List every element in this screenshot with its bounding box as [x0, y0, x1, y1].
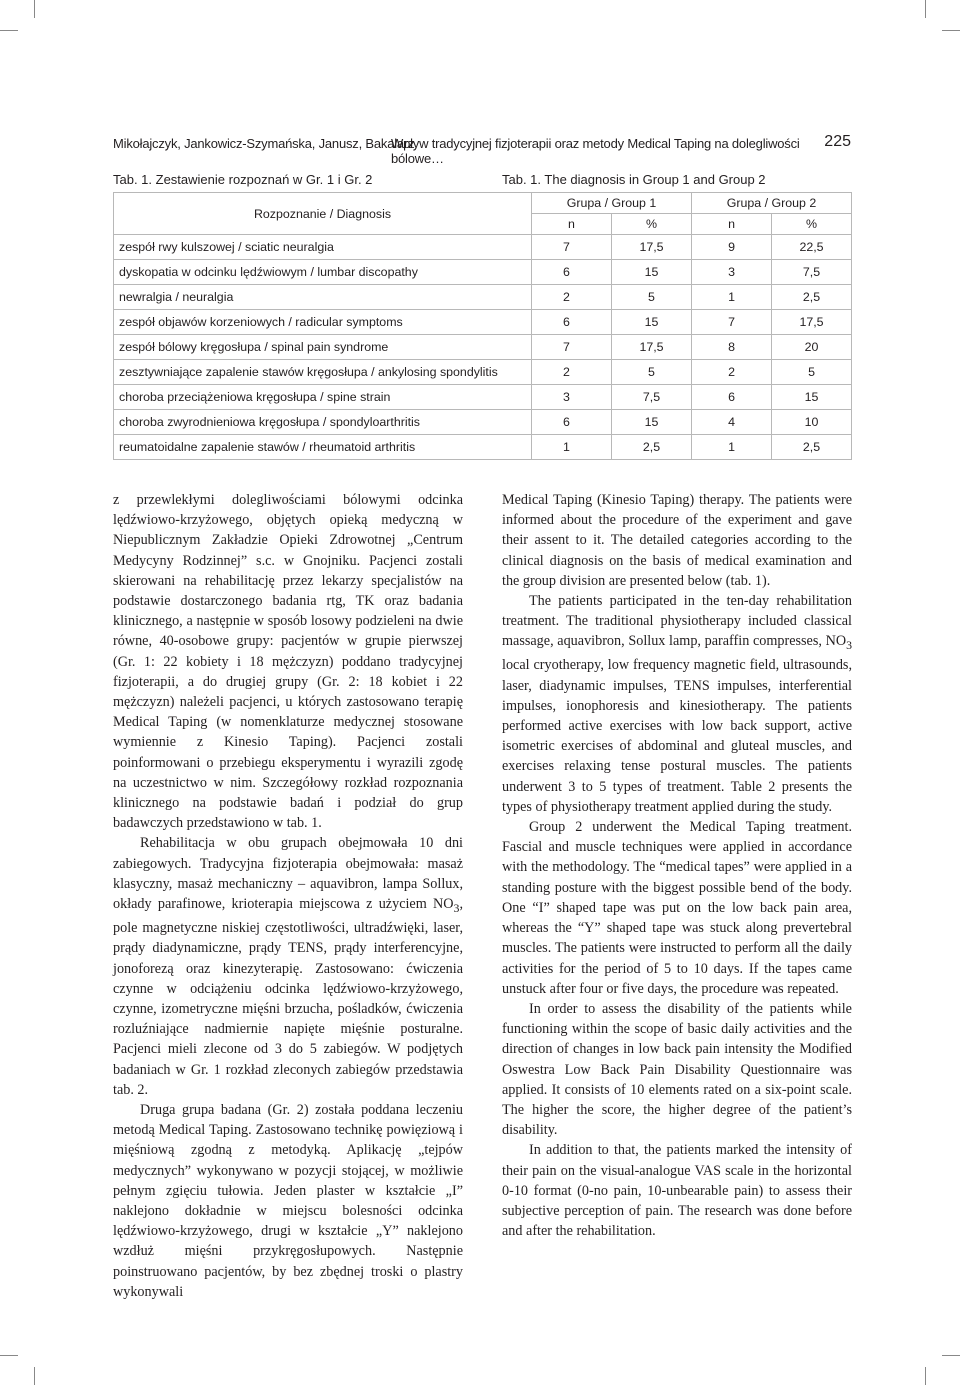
crop-mark	[925, 0, 926, 18]
group2-pct-cell: 15	[772, 385, 852, 410]
group1-n-cell: 6	[532, 410, 612, 435]
group2-pct-cell: 7,5	[772, 260, 852, 285]
diagnosis-cell: choroba zwyrodnieniowa kręgosłupa / spondyloarthritis	[114, 410, 532, 435]
paragraph: Group 2 underwent the Medical Taping treatment. Fascial and muscle techniques were applied in accordance with the methodology. The “medical tapes” were applied in a standing posture with the biggest possible bend of the body. One “I” shaped tape was put on the low back pain area, whereas the “Y” shaped tape was stuck along prevertebral muscles. The patients were instructed to perform all the daily activities for the period of 5 to 10 days. If the tapes came unstuck after four or five days, the procedure was repeated.	[502, 819, 852, 997]
subscript: 3	[846, 638, 852, 653]
crop-mark	[0, 30, 18, 31]
diagnosis-cell: zespół rwy kulszowej / sciatic neuralgia	[114, 235, 532, 260]
group2-n-cell: 1	[692, 435, 772, 460]
group1-pct-cell: 5	[612, 285, 692, 310]
group1-n-cell: 1	[532, 435, 612, 460]
group1-pct-cell: 7,5	[612, 385, 692, 410]
table-row	[114, 410, 852, 435]
group1-n-cell: 3	[532, 385, 612, 410]
header-pct: %	[612, 214, 692, 235]
group1-pct-cell: 17,5	[612, 335, 692, 360]
group1-n-cell: 2	[532, 285, 612, 310]
subscript: 3	[453, 900, 460, 915]
group2-n-cell: 7	[692, 310, 772, 335]
diagnosis-cell: dyskopatia w odcinku lędźwiowym / lumbar discopathy	[114, 260, 532, 285]
paragraph: z przewlekłymi dolegliwościami bólowymi odcinka lędźwiowo-krzyżowego, objętych opieką medyczną w Niepublicznym Zakładzie Opieki Zdrowotnej „Centrum Medycyny Rodzinnej” s.c. w Gnojniku. Pacjenci zostali skierowani na rehabilitację przez lekarzy specjalistów na podstawie dostarczonego badania rtg, TK oraz badania klinicznego, a następnie w sposób losowy podzieleni na dwie równe, 40-osobowe grupy: pacjentów w grupie pierwszej (Gr. 1: 22 kobiety i 18 mężczyzn) poddano tradycyjnej fizjoterapii, a do drugiej grupy (Gr. 2: 18 kobiet i 22 mężczyzn) należeli pacjenci, u których zastosowano terapię Medical Taping (w nomenklaturze medycznej stosowane wymiennie z Kinesio Taping). Pacjenci zostali poinformowani o przebiegu eksperymentu i wyrazili zgodę na uczestnictwo w nim. Szczegółowy rozkład rozpoznania klinicznego na podstawie badań i podział do grup badawczych przedstawiono w tab. 1.	[113, 492, 463, 832]
running-head-authors: Mikołajczyk, Jankowicz-Szymańska, Janusz, Bakalarz	[113, 136, 415, 151]
paragraph: In order to assess the disability of the patients while functioning within the scope of basic daily activities and the direction of changes in low back pain intensity the Modified Oswestra Low Back Pain Disability Questionnaire was applied. It consists of 10 elements rated on a six-point scale. The higher the score, the higher degree of the patient’s disability.	[502, 1000, 852, 1139]
group1-pct-cell: 17,5	[612, 235, 692, 260]
group1-n-cell: 7	[532, 235, 612, 260]
paragraph: Druga grupa badana (Gr. 2) została poddana leczeniu metodą Medical Taping. Zastosowano technikę powięziową i mięśniową zgodną z metodyką. Aplikację „tejpów medycznych” wykonywano w pozycji stojącej, w możliwie pełnym zgięciu tułowia. Jeden plaster w kształcie „I” naklejono dokładnie w miejscu bolesności odcinka lędźwiowo-krzyżowego, drugi w kształcie „Y” naklejono wzdłuż mięśni przykręgosłupowych. Następnie poinstruowano pacjentów, by bez zbędnej troski o plastry wykonywali	[113, 1101, 463, 1300]
table-caption-pl: Tab. 1. Zestawienie rozpoznań w Gr. 1 i Gr. 2	[113, 172, 373, 187]
page-number: 225	[824, 133, 851, 150]
paragraph-text: local cryotherapy, low frequency magnetic field, ultrasounds, laser, diadynamic impulses, TENS impulses, interferential impulses, ionophoresis and kinesiotherapy. The patients performed active exercises with low back support, active isometric exercises of abdominal and gluteal muscles, and exercises relaxing tense postural muscles. The patients underwent 3 to 5 types of treatment. Table 2 presents the types of physiotherapy treatment applied during the study.	[502, 657, 852, 815]
header-n: n	[532, 214, 612, 235]
group1-n-cell: 6	[532, 260, 612, 285]
group2-n-cell: 1	[692, 285, 772, 310]
group1-n-cell: 6	[532, 310, 612, 335]
group1-pct-cell: 15	[612, 410, 692, 435]
header-group1: Grupa / Group 1	[532, 193, 692, 214]
group2-n-cell: 8	[692, 335, 772, 360]
table-row	[114, 285, 852, 310]
group1-pct-cell: 15	[612, 260, 692, 285]
diagnosis-cell: zespół objawów korzeniowych / radicular symptoms	[114, 310, 532, 335]
group2-n-cell: 9	[692, 235, 772, 260]
group2-pct-cell: 2,5	[772, 285, 852, 310]
running-head	[113, 133, 851, 166]
crop-mark	[34, 1367, 35, 1385]
table-row	[114, 385, 852, 410]
running-head-title: Wpływ tradycyjnej fizjoterapii oraz metody Medical Taping na dolegliwości bólowe…	[391, 136, 800, 166]
table-caption-en: Tab. 1. The diagnosis in Group 1 and Group 2	[502, 172, 766, 187]
group2-n-cell: 6	[692, 385, 772, 410]
header-diagnosis: Rozpoznanie / Diagnosis	[114, 193, 532, 235]
header-group2: Grupa / Group 2	[692, 193, 852, 214]
paragraph: Medical Taping (Kinesio Taping) therapy. The patients were informed about the procedure of the experiment and gave their assent to it. The detailed categories according to the clinical diagnosis on the basis of medical examination and the group division are presented below (tab. 1).	[502, 492, 852, 589]
group1-pct-cell: 15	[612, 310, 692, 335]
group2-pct-cell: 17,5	[772, 310, 852, 335]
paragraph: In addition to that, the patients marked the intensity of their pain on the visual-analogue VAS scale in the horizontal 0-10 format (0-no pain, 10-unbearable pain) to assess their subjective perception of pain. The research was done before and after the rehabilitation.	[502, 1142, 852, 1240]
group2-n-cell: 3	[692, 260, 772, 285]
table-row	[114, 360, 852, 385]
paragraph-text: Rehabilitacja w obu grupach obejmowała 10 dni zabiegowych. Tradycyjna fizjoterapia obejmowała: masaż klasyczny, masaż mechaniczny – aquavibron, lampa Sollux, okłady parafinowe, krioterapia miejscowa z użyciem NO	[113, 835, 463, 913]
diagnosis-cell: reumatoidalne zapalenie stawów / rheumatoid arthritis	[114, 435, 532, 460]
group2-n-cell: 4	[692, 410, 772, 435]
crop-mark	[0, 1355, 18, 1356]
diagnosis-cell: choroba przeciążeniowa kręgosłupa / spine strain	[114, 385, 532, 410]
group2-pct-cell: 20	[772, 335, 852, 360]
group2-pct-cell: 22,5	[772, 235, 852, 260]
header-n: n	[692, 214, 772, 235]
group2-pct-cell: 5	[772, 360, 852, 385]
group1-pct-cell: 2,5	[612, 435, 692, 460]
table-row	[114, 335, 852, 360]
table-row	[114, 435, 852, 460]
paragraph-text: , pole magnetyczne niskiej częstotliwości, ultradźwięki, laser, prądy diadynamiczne, prądy TENS, prądy interferencyjne, jonoforezą oraz kinezyterapię. Zastosowano: ćwiczenia czynne w odciążeniu odcinka lędźwiowo-krzyżowego, czynne, izometryczne mięśni brzucha, pośladków, ćwiczenia rozluźniające nadmiernie napięte mięśnie posturalne. Pacjenci mieli zlecone od 3 do 5 zabiegów. W podjętych badaniach w Gr. 1 rozkład zleconych zabiegów przedstawia tab. 2.	[113, 896, 463, 1098]
group1-n-cell: 7	[532, 335, 612, 360]
group1-n-cell: 2	[532, 360, 612, 385]
paragraph-text: The patients participated in the ten-day rehabilitation treatment. The traditional physiotherapy included classical massage, aquavibron, Sollux lamp, paraffin compresses, NO	[502, 593, 852, 650]
diagnosis-cell: zespół bólowy kręgosłupa / spinal pain syndrome	[114, 335, 532, 360]
group1-pct-cell: 5	[612, 360, 692, 385]
header-pct: %	[772, 214, 852, 235]
paragraph	[502, 591, 852, 817]
diagnosis-cell: zesztywniające zapalenie stawów kręgosłupa / ankylosing spondylitis	[114, 360, 532, 385]
right-column	[502, 490, 852, 1241]
crop-mark	[942, 30, 960, 31]
crop-mark	[942, 1355, 960, 1356]
group2-pct-cell: 2,5	[772, 435, 852, 460]
table-row	[114, 235, 852, 260]
crop-mark	[34, 0, 35, 18]
crop-mark	[925, 1367, 926, 1385]
group2-pct-cell: 10	[772, 410, 852, 435]
group2-n-cell: 2	[692, 360, 772, 385]
diagnosis-table	[113, 192, 851, 460]
table-row	[114, 260, 852, 285]
paragraph	[113, 833, 463, 1099]
table-row	[114, 310, 852, 335]
diagnosis-cell: newralgia / neuralgia	[114, 285, 532, 310]
left-column	[113, 490, 463, 1302]
